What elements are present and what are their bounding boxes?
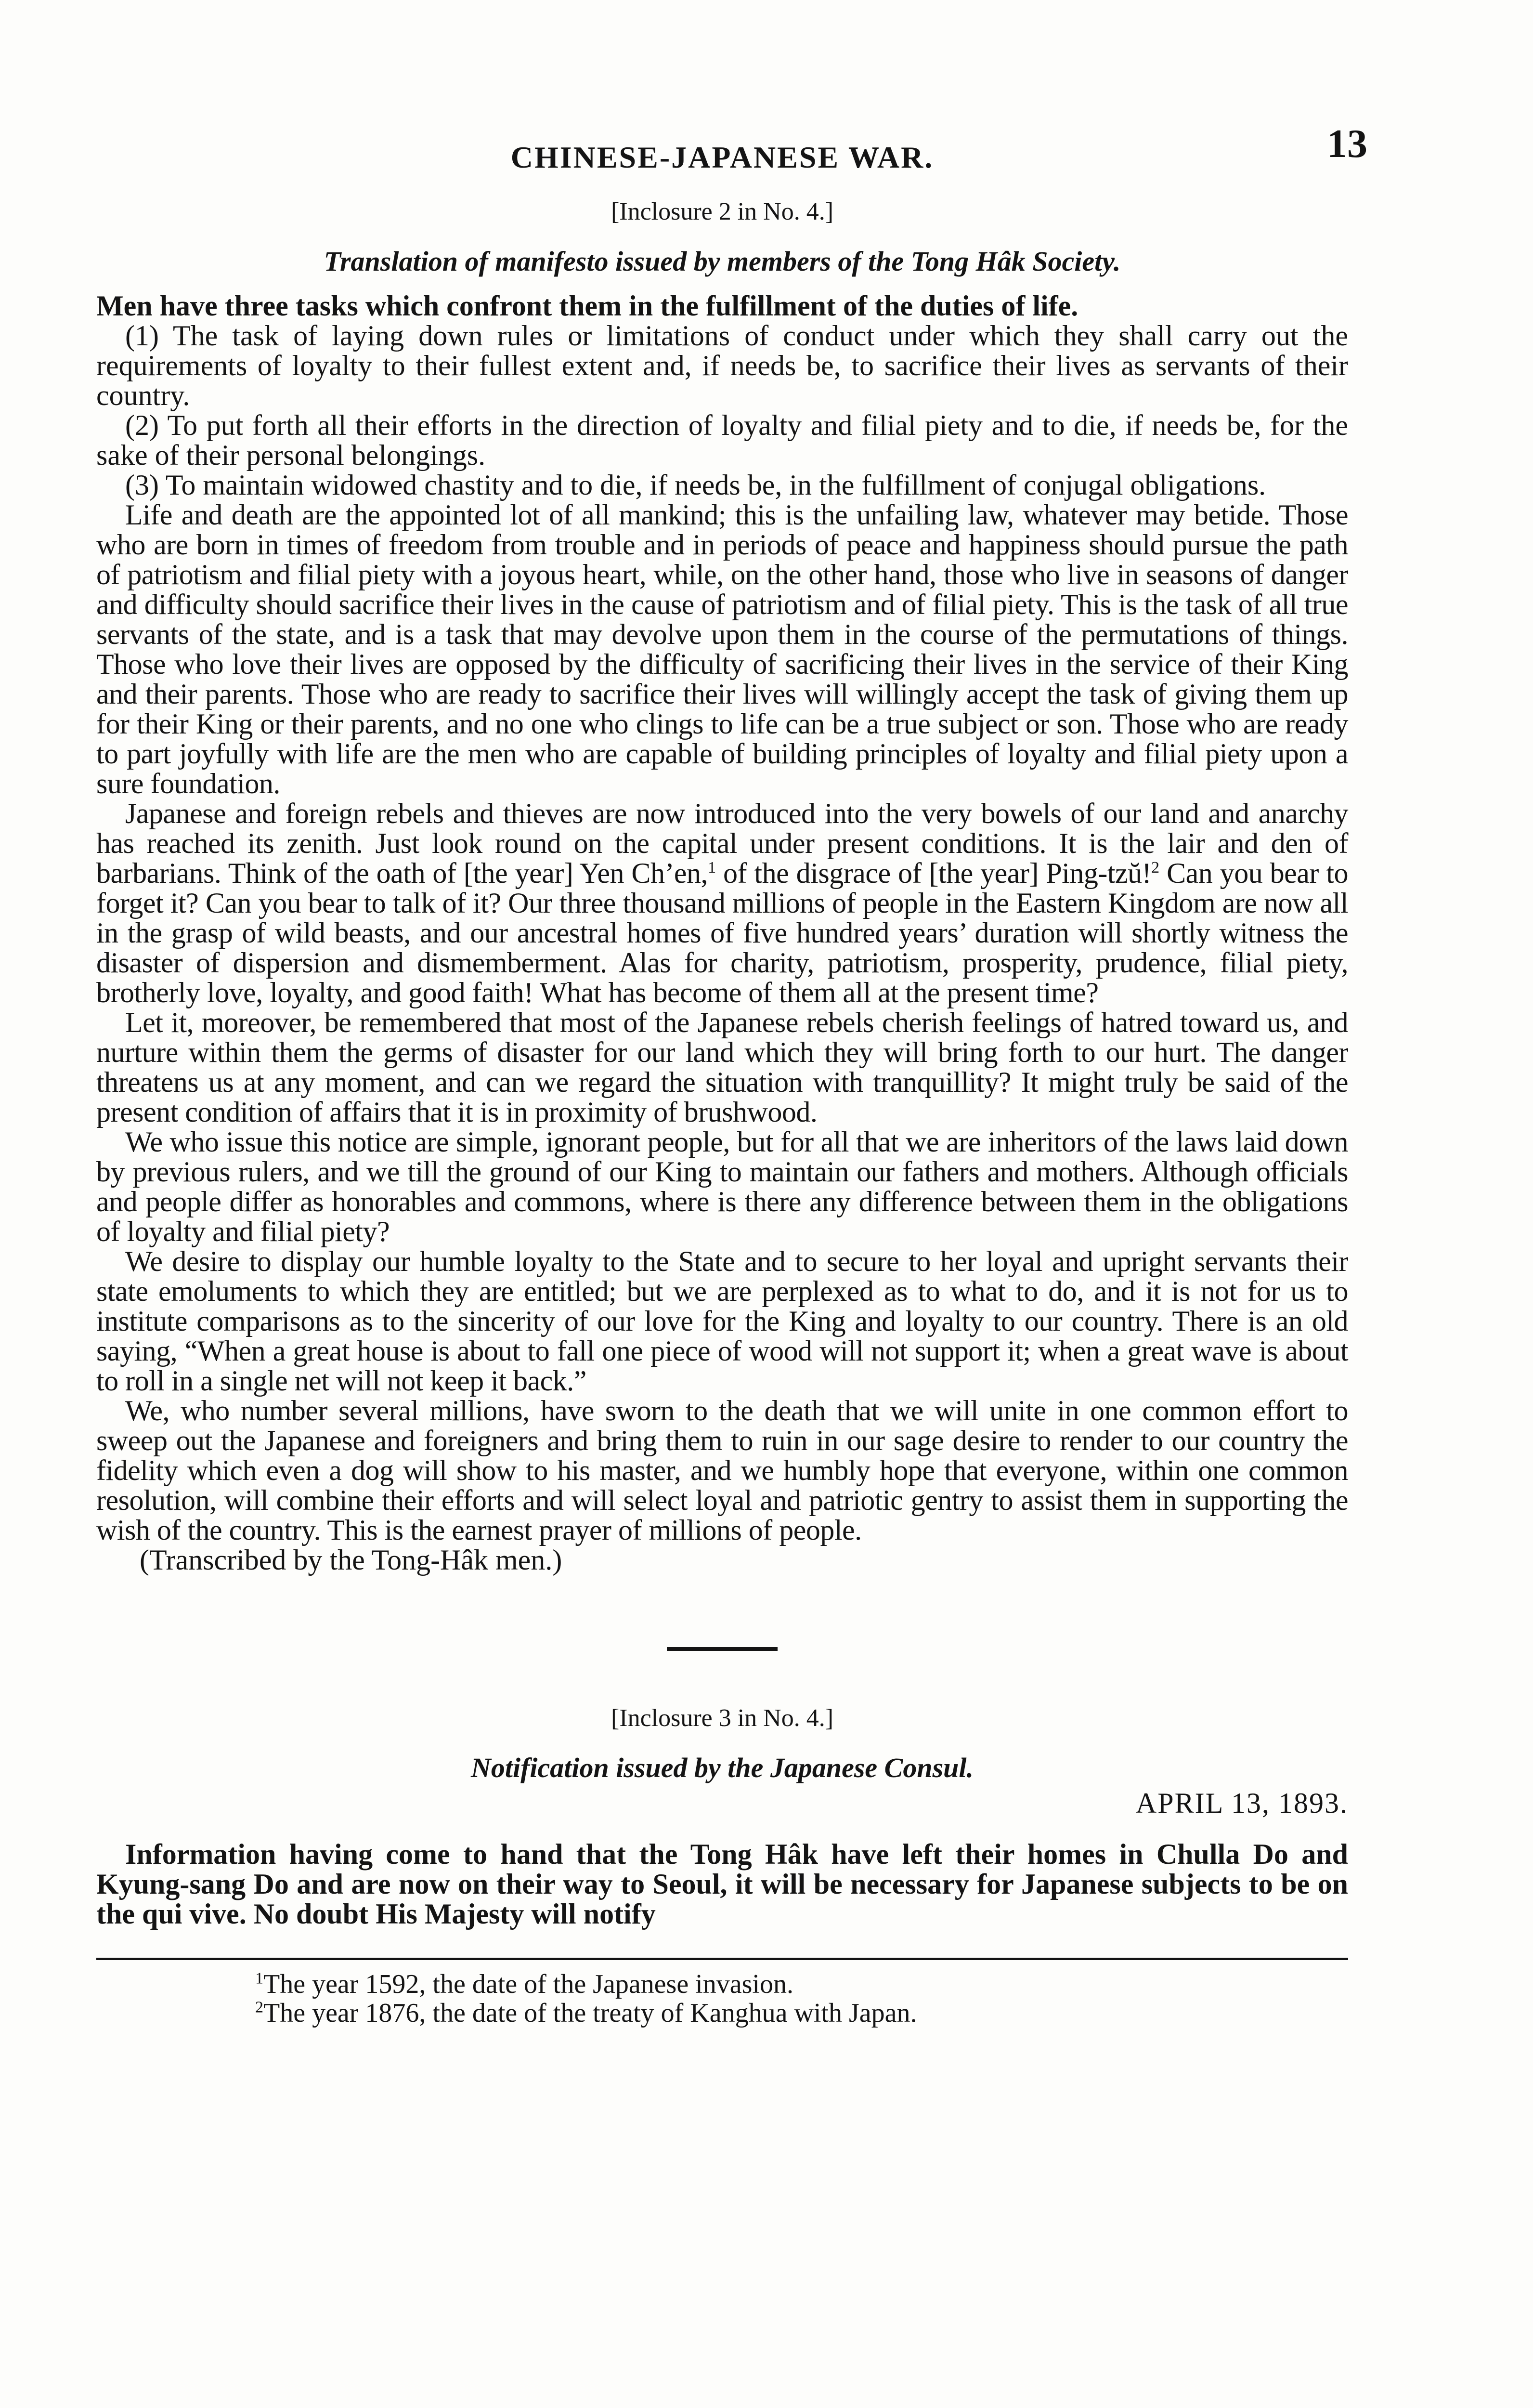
inclosure-label-2: [Inclosure 2 in No. 4.] <box>611 198 834 225</box>
notification-date: APRIL 13, 1893. <box>1135 1787 1348 1819</box>
page-header <box>96 120 1367 178</box>
manifesto-paragraph-loyalty: We desire to display our humble loyalty to the State and to secure to her loyal and upright servants their state emoluments to which they are entitled; but we are perplexed as to what to do, and it is not for us to institute comparisons as to the sincerity of our love for the King and loyalty to our country. There is an old saying, “When a great house is about to fall one piece of wood will not support it; when a great wave is about to roll in a single net will not keep it back.” <box>96 1245 1348 1397</box>
rebels-text-a: Japanese and foreign rebels and thieves are now introduced into the very bowels of our land and anarchy has reached its zenith. Just look round on the capital under present conditions. It is the lair and den of barbarians. Think of the oath of [the year] Yen Ch’en, <box>96 798 1348 889</box>
rebels-text-c: Can you bear to forget it? Can you bear to talk of it? Our three thousand millions of people in the Eastern Kingdom are now all in the grasp of wild beasts, and our ancestral homes of five hundred years’ duration will shortly witness the disaster of dispersion and dismemberment. Alas for charity, patriotism, prosperity, prudence, filial piety, brotherly love, loyalty, and good faith! What has become of them all at the present time? <box>96 857 1349 1008</box>
footnote-mark-1: 1 <box>255 1969 263 1988</box>
footnote-text-1: The year 1592, the date of the Japanese invasion. <box>263 1969 793 1999</box>
inclosure-label-3: [Inclosure 3 in No. 4.] <box>611 1704 834 1732</box>
footnote-text-2: The year 1876, the date of the treaty of Kanghua with Japan. <box>263 1998 917 2028</box>
footnote-1 <box>255 1970 1348 1999</box>
manifesto-paragraph-millions: We, who number several millions, have sworn to the death that we will unite in one common effort to sweep out the Japanese and foreigners and bring them to ruin in our sage desire to render to our country the fidelity which even a dog will show to his master, and we humbly hope that everyone, within one common resolution, will combine their efforts and will select loyal and patriotic gentry to assist them in supporting the wish of the country. This is the earnest prayer of millions of people. <box>96 1395 1348 1546</box>
page-number: 13 <box>1327 121 1367 166</box>
manifesto-paragraph-life-death: Life and death are the appointed lot of all mankind; this is the unfailing law, whatever may betide. Those who are born in times of freedom from trouble and in periods of peace and happiness should pursue the path of patriotism and filial piety with a joyous heart, while, on the other hand, those who live in seasons of danger and difficulty should sacrifice their lives in the cause of patriotism and of filial piety. This is the task of all true servants of the state, and is a task that may devolve upon them in the course of the permutations of things. Those who love their lives are opposed by the difficulty of sacrificing their lives in the service of their King and their parents. Those who are ready to sacrifice their lives will willingly accept the task of giving them up for their King or their parents, and no one who clings to life can be a true subject or son. Those who are ready to part joyfully with life are the men who are capable of building principles of loyalty and filial piety upon a sure foundation. <box>96 499 1348 799</box>
notification-paragraph: Information having come to hand that the Tong Hâk have left their homes in Chulla Do and Kyung-sang Do and are now on their way to Seoul, it will be necessary for Japanese subjects to be on the qui vive. No doubt His Majesty will notify <box>96 1838 1348 1930</box>
notification-heading: Notification issued by the Japanese Consul. <box>470 1752 974 1783</box>
manifesto-task-1: (1) The task of laying down rules or limitations of conduct under which they shall carry out the requirements of loyalty to their fullest extent and, if needs be, to sacrifice their lives as servants of their country. <box>96 320 1348 411</box>
footnote-2 <box>255 1999 1348 2028</box>
rebels-text-b: of the disgrace of [the year] Ping-tzŭ! <box>715 857 1152 889</box>
footnote-mark-2: 2 <box>255 1998 263 2016</box>
manifesto-paragraph-simple-people: We who issue this notice are simple, ignorant people, but for all that we are inheritors of the laws laid down by previous rulers, and we till the ground of our King to maintain our fathers and mothers. Although officials and people differ as honorables and commons, where is there any difference between them in the obligations of loyalty and filial piety? <box>96 1126 1348 1247</box>
footnote-ref-1: 1 <box>708 859 716 877</box>
running-title: CHINESE-JAPANESE WAR. <box>510 140 934 174</box>
footnote-divider <box>96 1958 1348 1960</box>
section-divider <box>667 1647 778 1651</box>
document-page <box>96 120 1367 2028</box>
manifesto-task-2: (2) To put forth all their efforts in the direction of loyalty and filial piety and to die, if needs be, for the sake of their personal belongings. <box>96 409 1348 471</box>
manifesto-paragraph-rebels <box>96 798 1348 1008</box>
manifesto-heading: Translation of manifesto issued by members of the Tong Hâk Society. <box>324 246 1121 277</box>
manifesto-intro: Men have three tasks which confront them in the fulfillment of the duties of life. <box>96 290 1078 322</box>
footnote-ref-2: 2 <box>1151 859 1159 877</box>
manifesto-signature: (Transcribed by the Tong-Hâk men.) <box>140 1544 562 1576</box>
manifesto-task-3: (3) To maintain widowed chastity and to die, if needs be, in the fulfillment of conjugal obligations. <box>125 469 1266 501</box>
manifesto-paragraph-hatred: Let it, moreover, be remembered that most of the Japanese rebels cherish feelings of hatred toward us, and nurture within them the germs of disaster for our land which they will bring forth to our hurt. The danger threatens us at any moment, and can we regard the situation with tranquillity? It might truly be said of the present condition of affairs that it is in proximity of brushwood. <box>96 1007 1348 1128</box>
